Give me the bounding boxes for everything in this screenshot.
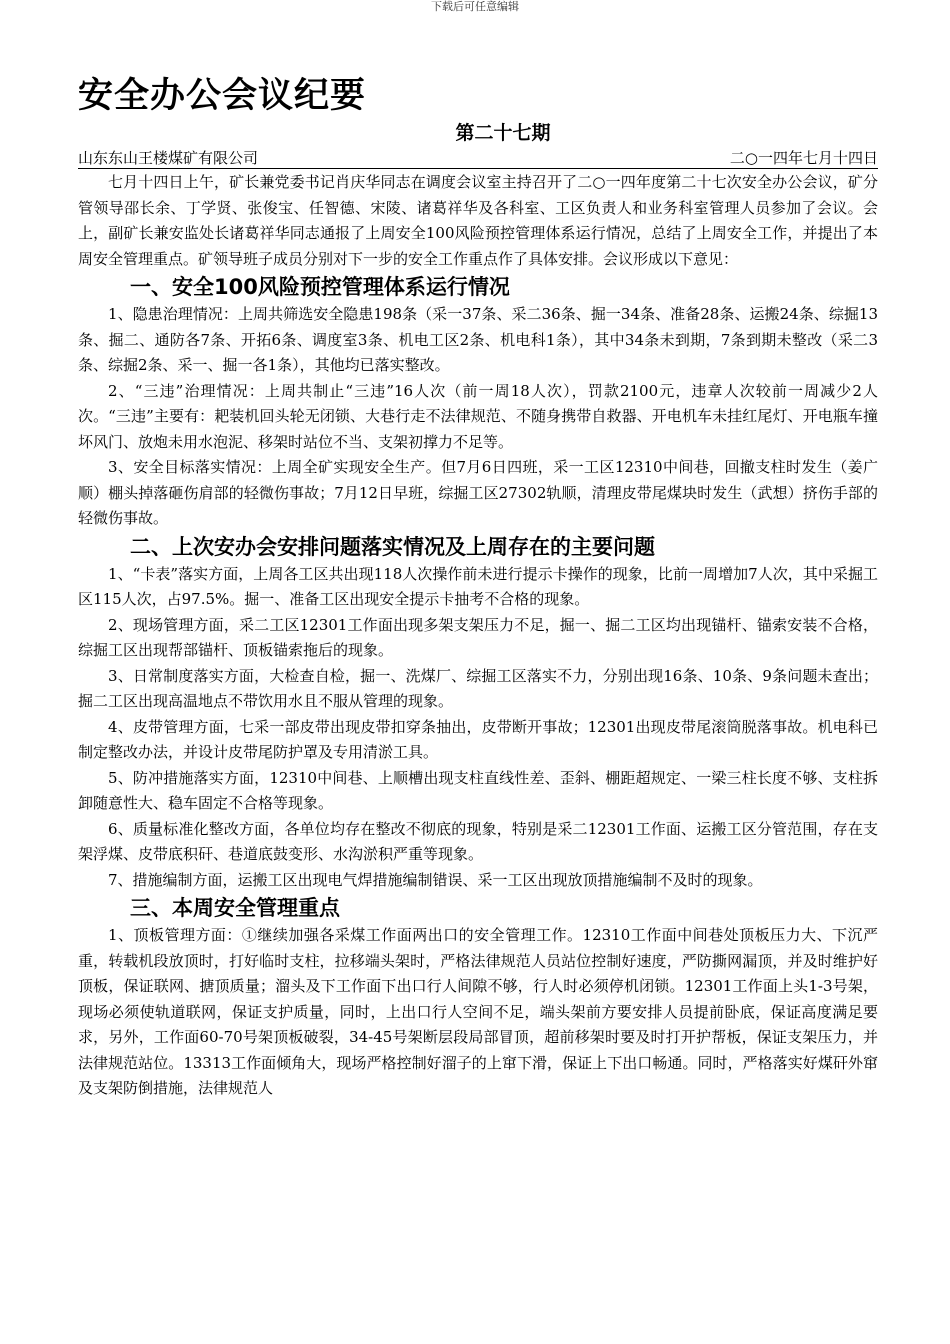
section-heading: 三、本周安全管理重点 xyxy=(130,896,340,920)
section-paragraph: 7、措施编制方面，运搬工区出现电气焊措施编制错误、采一工区出现放顶措施编制不及时的现象。 xyxy=(108,870,763,889)
company-name: 山东东山王楼煤矿有限公司 xyxy=(78,149,259,167)
document-title: 安全办公会议纪要 xyxy=(78,76,367,116)
section-paragraph: 1、顶板管理方面：①继续加强各采煤工作面两出口的安全管理工作。12310工作面中间巷处顶板压力大、下沉严重，转载机段放顶时，打好临时支柱，拉移端头架时，严格法律规范人员站位控制好速度，严防撕网漏顶，并及时维护好顶板，保证联网、搪顶质量；溜头及下工作面下出口行人间隙不够，行人时必须停机闭锁。12301工作面上头1-3号架，现场必须使轨道联网，保证支护质量，同时，上出口行人空间不足，端头架前方要安排人员提前卧底，保证高度满足要求，另外，工作面60-70号架顶板破裂，34-45号架断层段局部冒顶，超前移架时要及时打开护帮板，保证支架压力，并法律规范站位。13313工作面倾角大，现场严格控制好溜子的上窜下滑，保证上下出口畅通。同时，严格落实好煤矸外窜及支架防倒措施，法律规范人 xyxy=(78,926,879,1097)
section-paragraph: 6、质量标准化整改方面，各单位均存在整改不彻底的现象，特别是采二12301工作面、运搬工区分管范围，存在支架浮煤、皮带底积矸、巷道底鼓变形、水沟淤积严重等现象。 xyxy=(78,819,878,863)
section-paragraph: 3、安全目标落实情况：上周全矿实现安全生产。但7月6日四班，采一工区12310中间巷，回撤支柱时发生（姜广顺）棚头掉落砸伤肩部的轻微伤事故；7月12日早班，综掘工区27302轨顺，清理皮带尾煤块时发生（武想）挤伤手部的轻微伤事故。 xyxy=(78,458,878,527)
intro-paragraph: 七月十四日上午，矿长兼党委书记肖庆华同志在调度会议室主持召开了二○一四年度第二十七次安全办公会议，矿分管领导邵长余、丁学贤、张俊宝、任智德、宋陵、诸葛祥华及各科室、工区负责人和业务科室管理人员参加了会议。会上，副矿长兼安监处长诸葛祥华同志通报了上周安全100风险预控管理体系运行情况，总结了上周安全工作，并提出了本周安全管理重点。矿领导班子成员分别对下一步的安全工作重点作了具体安排。会议形成以下意见： xyxy=(78,173,878,268)
section-paragraph: 2、现场管理方面，采二工区12301工作面出现多架支架压力不足，掘一、掘二工区均出现锚杆、锚索安装不合格，综掘工区出现帮部锚杆、顶板锚索拖后的现象。 xyxy=(78,615,878,659)
section-heading: 一、安全100风险预控管理体系运行情况 xyxy=(130,275,510,299)
section-paragraph: 1、隐患治理情况：上周共筛选安全隐患198条（采一37条、采二36条、掘一34条、准备28条、运搬24条、综掘13条、掘二、通防各7条、开拓6条、调度室3条、机电工区2条、机电科1条），其中34条未到期，7条到期未整改（采二3条、综掘2条、采一、掘一各1条），其他均已落实整改。 xyxy=(78,305,878,374)
section-paragraph: 2、“三违”治理情况：上周共制止“三违”16人次（前一周18人次），罚款2100元，违章人次较前一周减少2人次。“三违”主要有：耙装机回头轮无闭锁、大巷行走不法律规范、不随身携带自救器、开电机车未挂红尾灯、开电瓶车撞坏风门、放炮未用水泡泥、移架时站位不当、支架初撑力不足等。 xyxy=(78,381,878,451)
meeting-date: 二○一四年七月十四日 xyxy=(729,149,878,167)
section-paragraph: 3、日常制度落实方面，大检查自检，掘一、洗煤厂、综掘工区落实不力，分别出现16条、10条、9条问题未查出；掘二工区出现高温地点不带饮用水且不服从管理的现象。 xyxy=(78,666,878,710)
section-paragraph: 4、皮带管理方面，七采一部皮带出现皮带扣穿条抽出，皮带断开事故；12301出现皮带尾滚筒脱落事故。机电科已制定整改办法，并设计皮带尾防护罩及专用清淤工具。 xyxy=(78,717,878,761)
section-paragraph: 5、防冲措施落实方面，12310中间巷、上顺槽出现支柱直线性差、歪斜、棚距超规定、一梁三柱长度不够、支柱拆卸随意性大、稳车固定不合格等现象。 xyxy=(78,768,878,812)
issue-number: 第二十七期 xyxy=(455,122,551,144)
document-body xyxy=(78,170,878,1102)
section-heading: 二、上次安办会安排问题落实情况及上周存在的主要问题 xyxy=(130,534,655,559)
meta-line xyxy=(78,148,878,169)
header-note: 下载后可任意编辑 xyxy=(431,0,519,13)
section-paragraph: 1、“卡表”落实方面，上周各工区共出现118人次操作前未进行提示卡操作的现象，比前一周增加7人次，其中采掘工区115人次，占97.5%。掘一、准备工区出现安全提示卡抽考不合格的现象。 xyxy=(78,564,878,608)
